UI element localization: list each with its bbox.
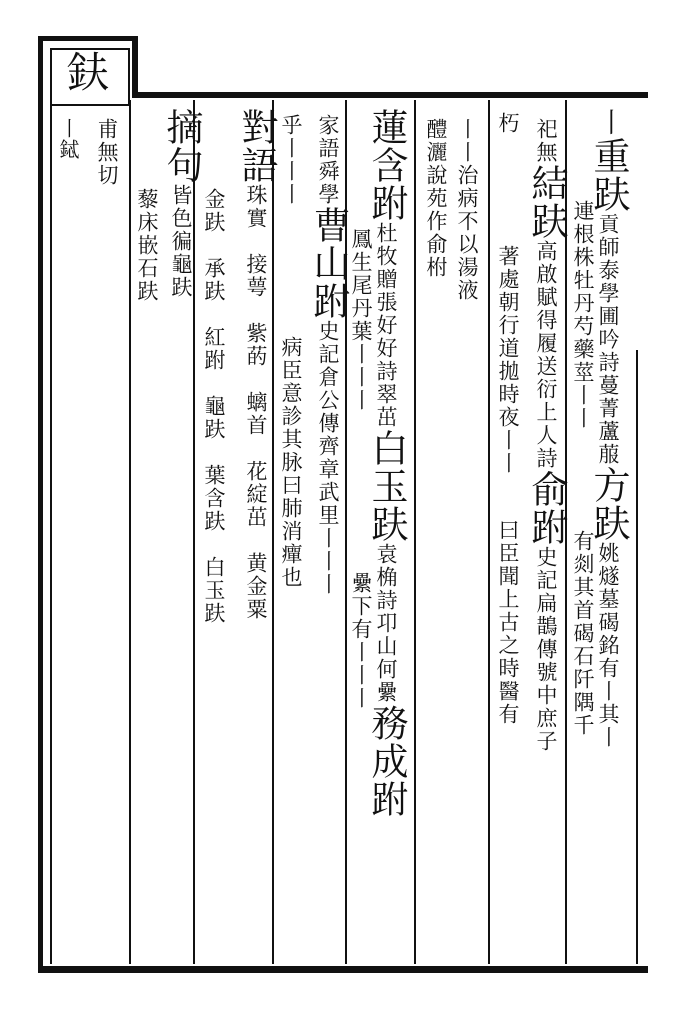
- inner-left-rule: [50, 48, 52, 964]
- col1-note-1: 貢師泰學圃吟詩蔓菁蘆菔: [596, 213, 620, 466]
- col4-lead: 朽: [496, 112, 520, 135]
- col7-headword-3: 務成跗: [365, 704, 408, 818]
- column-divider: [488, 100, 490, 964]
- col9-lead: 家語舜學: [316, 114, 340, 206]
- col13-line: 皆色徧龜趺: [169, 184, 193, 299]
- text-column-7: [365, 108, 408, 818]
- text-column-11: [235, 108, 278, 621]
- col12-pairs: 金趺 承趺 紅跗 龜趺 葉含趺 白玉趺: [202, 188, 226, 625]
- col13-heading: 摘句: [160, 108, 203, 184]
- header-rule: [132, 92, 648, 98]
- col9-headword: 曹山跗: [307, 206, 350, 320]
- frame-top-rule: [38, 36, 138, 41]
- column-divider: [129, 100, 131, 964]
- col3-headword-1: 結趺: [525, 164, 568, 240]
- col2-line-1: 連根株牡丹芍藥莖丨丨: [571, 200, 595, 430]
- col3-headword-2: 俞跗: [525, 470, 568, 546]
- text-column-10: [280, 114, 301, 589]
- text-column-13: [160, 108, 203, 299]
- col8-line-1: 鳳生尾丹葉丨丨丨: [349, 228, 373, 412]
- col7-headword-2: 白玉趺: [365, 429, 408, 543]
- col10-line: 病臣意診其脉曰肺消癉也: [279, 336, 303, 589]
- page-right-rule: [636, 350, 638, 964]
- col2-line-2: 有剡其首碣石阡隅千: [571, 530, 595, 737]
- col5-line: 丨丨治病不以湯液: [455, 118, 479, 302]
- col1-headword-1: 重趺: [587, 137, 630, 213]
- col15-line: 甫無切: [95, 118, 119, 187]
- col3-note-1: 高啟賦得履送衍上人詩: [534, 240, 558, 470]
- col9-note: 史記倉公傳齊章武里丨丨丨: [316, 320, 340, 596]
- text-column-15: [96, 118, 117, 187]
- col6-line: 醴灑說苑作俞柎: [424, 118, 448, 279]
- title-box-right-rule: [132, 36, 138, 98]
- text-column-6: [425, 118, 446, 279]
- text-column-3: [525, 118, 568, 753]
- text-column-8: [350, 228, 371, 710]
- col14-line: 藜床嵌石趺: [135, 188, 159, 303]
- col7-headword-1: 蓮含跗: [365, 108, 408, 222]
- col7-note-1: 杜牧贈張好好詩翠茁: [374, 222, 398, 429]
- title-box-inner-right-rule: [128, 48, 130, 106]
- text-column-2: [572, 200, 593, 737]
- col7-note-2: 袁桷詩卭山何纍: [374, 543, 398, 704]
- col1-headword-2: 方趺: [587, 466, 630, 542]
- col4-line-2: 曰臣聞上古之時醫有: [496, 519, 520, 726]
- col4-line-1: 著處朝行道拋時夜丨丨: [496, 245, 520, 475]
- col8-line-2: 纍下有丨丨丨: [349, 572, 373, 710]
- text-column-12: [203, 188, 224, 625]
- col11-heading: 對語: [235, 108, 278, 184]
- text-column-9: [307, 114, 350, 596]
- col1-part0: 丨: [593, 108, 624, 137]
- title-box-bottom-rule: [50, 104, 130, 106]
- col3-lead: 祀無: [534, 118, 558, 164]
- frame-bottom-rule: [38, 966, 648, 973]
- text-column-4: [497, 112, 518, 726]
- title-subentry: 丨鋱: [56, 118, 80, 160]
- text-column-5: [456, 118, 477, 302]
- col3-note-2: 史記扁鵲傳號中庶子: [534, 546, 558, 753]
- column-divider: [414, 100, 416, 964]
- text-column-14: [136, 188, 157, 303]
- text-column-1: [587, 108, 630, 749]
- col1-note-2: 姚燧墓碣銘有丨其丨: [596, 542, 620, 749]
- frame-left-rule: [38, 36, 43, 971]
- col10-lead: 乎丨丨丨: [279, 114, 303, 206]
- page-title: 鈇: [66, 48, 109, 97]
- col11-pairs: 珠實 接萼 紫菂 螭首 花綻茁 黄金粟: [244, 184, 268, 621]
